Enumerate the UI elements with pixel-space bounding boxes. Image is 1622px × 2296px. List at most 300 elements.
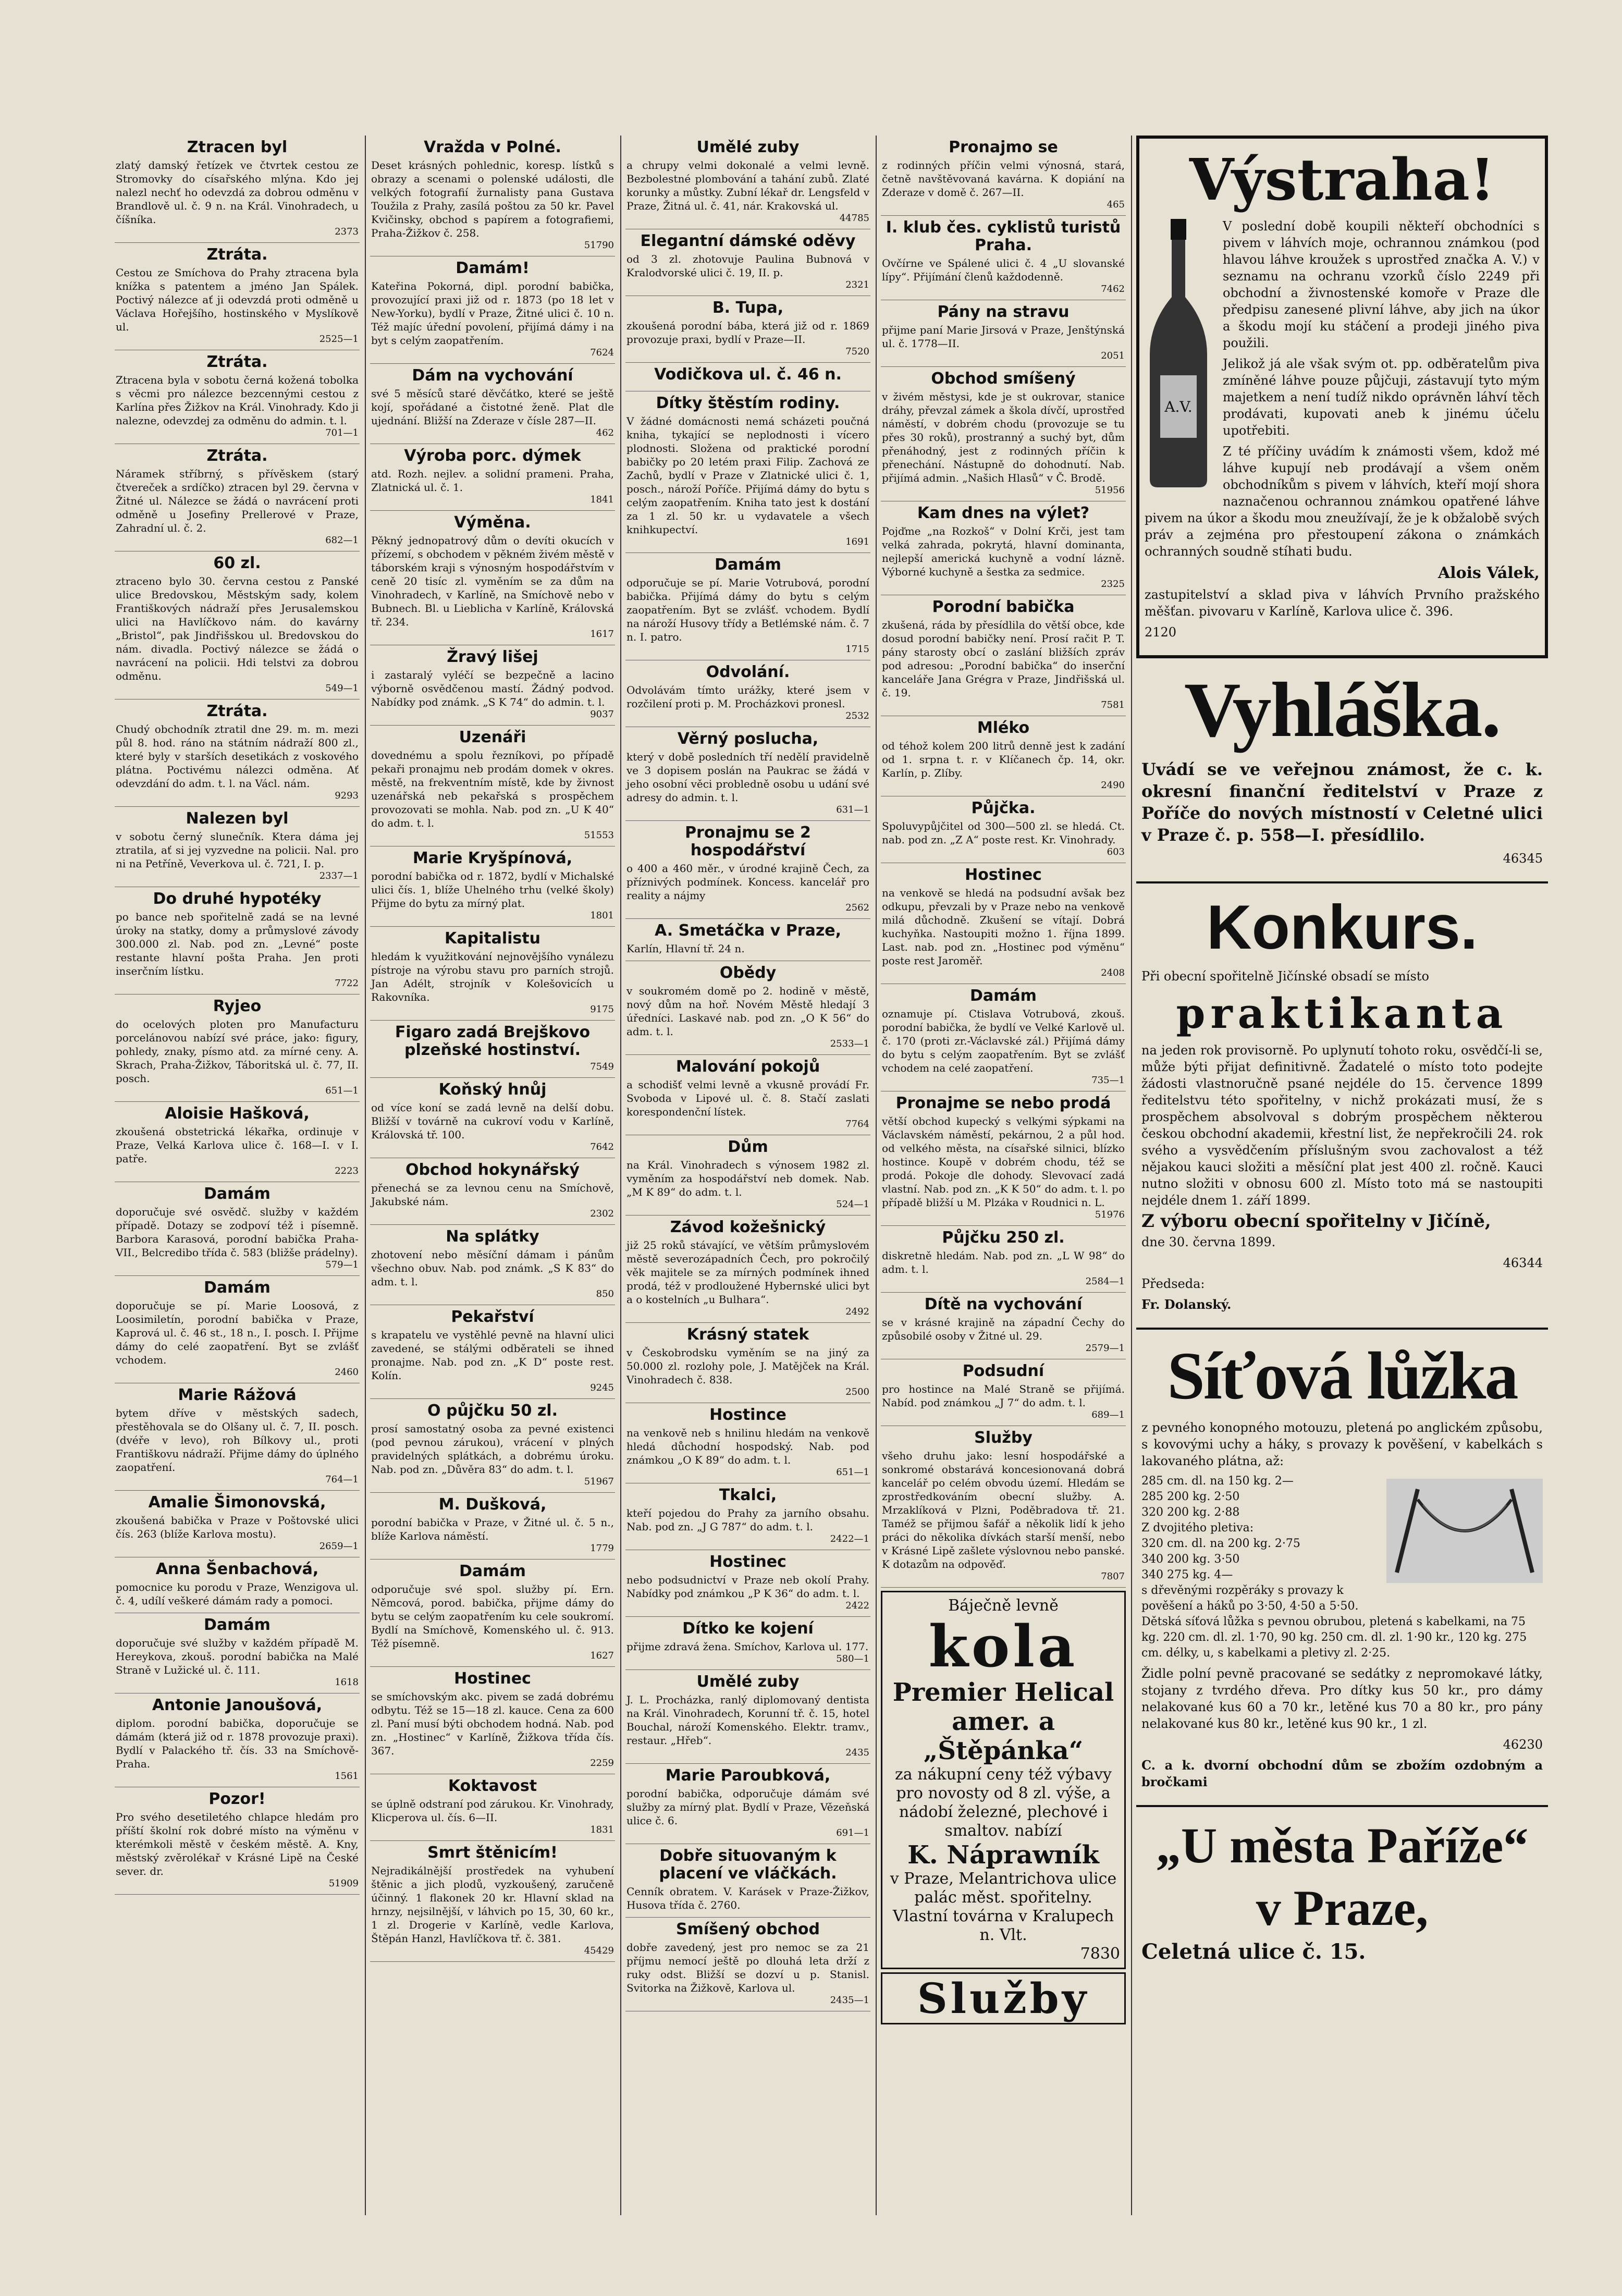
classified-ad — [625, 1403, 870, 1483]
ad-body: odporučuje se pí. Marie Votrubová, porodní babička. Přijímá dámy do bytu s celým zaopatřením. Byt se zvlášť. vchodem. Bydlí na nároží Husovy třídy a Betlémské nám. č. 7 n. I. patro. — [626, 576, 869, 643]
ad-number: 2435—1 — [830, 1995, 869, 2006]
ad-body: v sobotu černý slunečník. Ktera dáma jej ztratila, ať si jej vyzvedne na policii. Nal. pro ni na Petříně, Veverkova ul. č. 721, I. p. — [116, 830, 359, 870]
hammock-illustration — [1386, 1479, 1543, 1583]
ad-number: 462 — [596, 427, 614, 438]
classified-ad — [115, 1383, 360, 1491]
konkurs-number: 46344 — [1503, 1256, 1543, 1270]
classified-ad — [115, 243, 360, 350]
ad-heading: Tkalci, — [719, 1486, 777, 1504]
ad-body: kteří pojedou do Prahy za jarního obsahu. Nab. pod zn. „J G 787“ do adm. t. l. — [626, 1507, 869, 1533]
classified-ad — [115, 1557, 360, 1613]
ad-heading: Obchod smíšený — [931, 370, 1076, 388]
ad-heading: Kapitalistu — [445, 929, 540, 948]
classified-ad — [625, 1918, 870, 2011]
classified-ad — [881, 796, 1126, 863]
classified-ad — [115, 994, 360, 1102]
ad-heading: Vražda v Polné. — [424, 138, 561, 156]
ad-body: V žádné domácnosti nemá scházeti poučná kniha, tykající se neplodnosti i vícero plodnosti. Složena od praktické porodní babičky po 20 letém praxi Filip. Zachová ze Zachů, bydlí v Praze v Zlatnické ulici č. 1, posch., nároží Poříče. Přijímá dámy do bytu s celým zaopatřením. Kniha tato jest k dostání za 1 zl. 50 kr. u vydavatele a všech knihkupectví. — [626, 415, 869, 536]
ad-number: 2422—1 — [830, 1533, 869, 1544]
ad-body: Deset krásných pohlednic, koresp. lístků s obrazy a scenami o polenské události, dle velkých fotografií žurnalisty pana Gustava Toužila z Prahy, zasílá poštou za 50 kr. Pavel Kvičinsky, obchod s papírem a fotografiemi, Praha-Žižkov č. 258. — [371, 159, 614, 239]
ad-body: Pojďme „na Rozkoš“ v Dolní Krči, jest tam velká zahrada, pokrytá, hlavní dominanta, nejlepší americká kuchyně a vodní lázně. Výborné kuchyně a šestka za sedmice. — [882, 525, 1125, 578]
ad-heading: Damám — [204, 1616, 271, 1634]
classified-ad — [625, 391, 870, 553]
classified-ad — [625, 1617, 870, 1670]
ad-number: 7462 — [1101, 284, 1125, 294]
ad-body: Cenník obratem. V. Karásek v Praze-Žižkov, Husova třída č. 2760. — [626, 1885, 869, 1911]
kola-advert — [881, 1591, 1126, 1969]
ad-heading: Žravý lišej — [447, 648, 538, 666]
ad-number: 689—1 — [1091, 1409, 1125, 1420]
ad-number: 1617 — [590, 629, 614, 640]
classified-ad — [115, 551, 360, 699]
vystraha-signature: Alois Válek, — [1437, 564, 1540, 582]
ad-number: 580—1 — [836, 1653, 869, 1664]
classified-ad — [115, 1613, 360, 1693]
classified-ad — [115, 807, 360, 887]
ad-body: dobře zavedený, jest pro nemoc se za 21 příjmu nemocí ještě po dlouhá leta drží z ruky odst. Bližší se dozví u p. Stanisl. Svitorka na Žižkově, Karlova ul. — [626, 1941, 869, 1994]
ad-body: přijme paní Marie Jirsová v Praze, Jenštýnská ul. č. 1778—II. — [882, 324, 1125, 350]
ad-number: 2223 — [335, 1165, 359, 1176]
classified-ad — [370, 846, 615, 927]
ad-body: porodní babička od r. 1872, bydlí v Michalské ulici čís. 1, blíže Uhelného trhu (velké školy) Přijme do bytu za mírný plat. — [371, 870, 614, 910]
ad-body: doporučuje své služby v každém případě M. Hereykova, zkouš. porodní babička na Malé Straně v Lužické ul. č. 111. — [116, 1637, 359, 1676]
ad-heading: Pozor! — [208, 1790, 266, 1808]
hammock-price-line: 285 200 kg. 2·50 — [1141, 1490, 1240, 1503]
classified-ad — [625, 1055, 870, 1135]
konkurs-position: praktikanta — [1176, 989, 1508, 1038]
ad-heading: B. Tupa, — [712, 299, 784, 317]
ad-heading: Do druhé hypotéky — [153, 890, 322, 908]
konkurs-body: na jeden rok provisorně. Po uplynutí tohoto roku, osvědčí-li se, může býti přijat definitivně. Žadatelé o místo toto podejte žádosti vlastnoručně psané nejdéle do 15. července 1899 ředitelstvu této spořitelny, v nichž prokázati musí, že s prospěchem absolvoval s dobrým prospěchem některou českou obchodní akademii, křestní list, že nepřekročili 24. rok svého a vysvědčením příslušným svou zachovalost a též nějakou kauci složiti a měsíční plat jest 400 zl. ročně. Kauci nutno složiti v obnosu 600 zl. Místo toto má se nastoupiti nejdéle dnem 1. září 1899. — [1141, 1043, 1543, 1208]
ad-heading: Hostinec — [965, 866, 1042, 884]
ad-heading: Hostinec — [709, 1553, 787, 1571]
ad-body: od téhož kolem 200 litrů denně jest k zadání od 1. srpna t. r. v Klíčanech čp. 14, okr. Karlín, p. Zlíby. — [882, 740, 1125, 779]
ad-heading: Věrný poslucha, — [677, 730, 819, 748]
ad-number: 2373 — [335, 226, 359, 237]
ad-number: 2408 — [1101, 967, 1125, 978]
vyhlaska-body: Uvádí se ve veřejnou známost, že c. k. okresní finanční ředitelství v Praze z Poříče do nových místností v Celetné ulici v Praze č. p. 558—I. přesídlilo. — [1141, 759, 1543, 845]
ad-number: 2460 — [335, 1367, 359, 1378]
ad-body: od více koní se zadá levně na delší dobu. Bližší v továrně na cukroví vodu v Karlíně, Královská tř. 100. — [371, 1101, 614, 1141]
ad-number: 2492 — [845, 1306, 869, 1317]
ad-heading: Hostince — [709, 1406, 787, 1424]
classified-ad — [115, 444, 360, 551]
ad-number: 9037 — [590, 709, 614, 720]
ad-heading: Půjčka. — [971, 799, 1036, 817]
ad-body: z rodinných příčin velmi výnosná, stará, četně navštěvovaná kavárna. K dopiání na Zderaze v domě č. 267—II. — [882, 159, 1125, 199]
ad-number: 7764 — [845, 1119, 869, 1129]
ad-number: 2435 — [845, 1747, 869, 1758]
ad-body: diplom. porodní babička, doporučuje se dámám (která již od r. 1878 provozuje praxi). Bydlí v Palackého tř. čís. 33 na Smíchově-Praha. — [116, 1717, 359, 1770]
konkurs-line-1: Při obecní spořitelně Jičínské obsadí se místo — [1141, 969, 1429, 984]
ad-heading: Půjčku 250 zl. — [942, 1229, 1065, 1247]
ad-body: se smíchovským akc. pivem se zadá dobrému odbytu. Též se 15—18 zl. kauce. Cena za 600 zl. Paní musí býti obchodem hodná. Nab. pod zn. „Hostinec“ v Karlíně, Žižkova třída čís. 367. — [371, 1690, 614, 1757]
ad-body: Odvolávám tímto urážky, které jsem v rozčilení proti p. M. Procházkovi pronesl. — [626, 684, 869, 710]
classified-ad — [115, 1276, 360, 1383]
ad-heading: Amalie Šimonovská, — [148, 1493, 326, 1512]
ad-heading: Dítky štěstím rodiny. — [656, 394, 840, 412]
classified-ad — [370, 136, 615, 256]
column-2 — [370, 136, 615, 1962]
ad-heading: Koňský hnůj — [438, 1081, 547, 1099]
classified-ad — [370, 645, 615, 726]
ad-number: 7520 — [845, 346, 869, 357]
ad-number: 2325 — [1101, 579, 1125, 590]
svg-text:A.V.: A.V. — [1164, 398, 1193, 415]
ad-body: i zastaralý vyléčí se bezpečně a lacino výborně osvědčenou mastí. Žádný podvod. Nabídky pod známk. „S K 74“ do admin. t. l. — [371, 669, 614, 708]
ad-body: Náramek stříbrný, s přívěskem (starý čtvereček a srdíčko) ztracen byl 29. června v Žitné ul. Nálezce se žádá o navrácení proti odměně u Josefiny Prellerové v Praze, Zahradní ul. č. 2. — [116, 468, 359, 534]
classified-ad — [370, 726, 615, 846]
classified-ad — [115, 136, 360, 243]
kola-address: v Praze, Melantrichova ulice palác měst. spořitelny. Vlastní továrna v Kralupech n. Vlt. — [890, 1870, 1117, 1944]
kola-title: kola — [928, 1613, 1078, 1680]
hammock-price-line: 340 200 kg. 3·50 — [1141, 1553, 1240, 1566]
classified-ad — [625, 1670, 870, 1764]
classified-ad — [625, 1215, 870, 1323]
kola-number: 7830 — [1080, 1945, 1120, 1963]
ad-body: Kateřina Pokorná, dipl. porodní babička, provozující praxi již od r. 1873 (po 18 let v New-Yorku), bydlí v Praze, Žitné ulici č. 10 n. Též majíc úřední povolení, přijímá dámy i na byt s celým zaopatřením. — [371, 280, 614, 347]
ad-body: atd. Rozh. nejlev. a solidní prameni. Praha, Zlatnická ul. č. 1. — [371, 468, 614, 494]
vystraha-signature-detail: zastupitelství a sklad piva v láhvích Prvního pražského měšťan. pivovaru v Karlíně, Karlova ulice č. 396. — [1145, 587, 1540, 619]
kola-brand: Premier Helical — [892, 1678, 1114, 1707]
ad-heading: Na splátky — [446, 1227, 539, 1246]
ad-heading: Krásný statek — [686, 1325, 809, 1344]
hammock-price-line: 340 275 kg. 4— — [1141, 1568, 1233, 1581]
ad-heading: Damám — [204, 1279, 271, 1297]
ad-number: 44785 — [839, 213, 869, 224]
ad-number: 579—1 — [325, 1259, 359, 1270]
hammock-price-line: 320 200 kg. 2·88 — [1141, 1506, 1240, 1519]
sluzby-heading: Služby — [881, 1972, 1126, 2024]
paris-address: Celetná ulice č. 15. — [1141, 1939, 1366, 1964]
ad-body: který v době posledních tří nedělí pravidelně ve 3 dopisem poslán na Paukrac se žádá v jeho osobní věci probledně osobu u udání své adresy do admin. t. l. — [626, 751, 869, 804]
ad-number: 1627 — [590, 1650, 614, 1661]
ad-body: porodní babička, odporučuje dámám své služby za mírný plat. Bydlí v Praze, Vězeňská ulice č. 6. — [626, 1787, 869, 1827]
konkurs-advert — [1136, 883, 1548, 1330]
ad-number: 631—1 — [836, 804, 869, 815]
ad-number: 1561 — [335, 1771, 359, 1782]
ad-heading: Umělé zuby — [696, 1673, 800, 1691]
ad-number: 2659—1 — [319, 1541, 359, 1552]
ad-number: 2051 — [1101, 350, 1125, 361]
classified-ad — [625, 363, 870, 391]
ad-heading: Odvolání. — [706, 663, 790, 681]
classified-ad — [370, 1667, 615, 1774]
ad-heading: Pekařství — [451, 1308, 534, 1326]
ad-body: na Král. Vinohradech s výnosem 1982 zl. vyměním za hospodářství neb domek. Nab. „M K 89“ do adm. t. l. — [626, 1159, 869, 1198]
classified-ad — [625, 1323, 870, 1403]
classified-ad — [625, 1764, 870, 1844]
classified-ad — [881, 595, 1126, 716]
ad-body: přijme zdravá žena. Smíchov, Karlova ul. 177. — [626, 1640, 869, 1653]
vystraha-body-3: Z té příčiny uvádím k známosti všem, kdož mé láhve kupují neb prodávají a všem oněm obchodníkům s pivem v láhvích, kteří mojí shora naznačenou ochrannou známkou opatřené láhve pivem na úkor a škodu mou zneužívají, že je k obžalobě svých práv a zejména pro přestoupení zákona o známkách ochranných soudně stíhati budu. — [1145, 444, 1540, 559]
ad-number: 2533—1 — [830, 1038, 869, 1049]
ad-heading: Marie Paroubková, — [665, 1766, 831, 1785]
ad-body: v soukromém domě po 2. hodině v městě, nový dům na hoř. Novém Městě hledají 3 úředníci. Laskavé nab. pod zn. „O K 56“ do adm. t. l. — [626, 985, 869, 1038]
ad-number: 465 — [1107, 199, 1125, 210]
ad-number: 2259 — [590, 1758, 614, 1769]
classified-ad — [881, 1426, 1126, 1588]
ad-heading: Dobře situovaným k placení ve vláčkách. — [659, 1847, 837, 1883]
ad-body: zkoušená babička v Praze v Poštovské ulici čís. 263 (blíže Karlova mostu). — [116, 1514, 359, 1540]
ad-number: 1801 — [590, 910, 614, 921]
ad-heading: Ryjeo — [213, 997, 262, 1015]
ad-heading: Pány na stravu — [937, 303, 1070, 321]
ad-number: 682—1 — [325, 535, 359, 546]
konkurs-issuer: Z výboru obecní spořitelny v Jičíně, — [1141, 1211, 1491, 1232]
classified-ad — [115, 350, 360, 444]
ad-body: a chrupy velmi dokonalé a velmi levně. Bezbolestné plombování a tahání zubů. Zlaté korunky a můstky. Zubní lékař dr. Lengsfeld v Praze, Žitná ul. č. 41, nár. Krakovská ul. — [626, 159, 869, 212]
ad-heading: Ztráta. — [206, 353, 268, 371]
ad-body: Karlín, Hlavní tř. 24 n. — [626, 942, 745, 955]
vystraha-advert — [1136, 136, 1548, 658]
ad-body: Ovčírne ve Spálené ulici č. 4 „U slovanské lípy“. Přijímání členů každodenně. — [882, 257, 1125, 283]
ad-number: 2500 — [845, 1386, 869, 1397]
hammock-price-line: Dětská síťová lůžka s pevnou obrubou, pletená s kabelkami, na 75 kg. 220 cm. dl. zl. 1·70, 90 kg. 250 cm. dl. zl. 1·90 kr., 120 kg. 275 cm. délky, u, s kabelkami a pletivy zl. 2·25. — [1141, 1615, 1527, 1660]
classified-ad — [625, 296, 870, 363]
ad-number: 51790 — [584, 240, 614, 251]
classified-ad — [370, 256, 615, 364]
classified-ad — [625, 919, 870, 961]
ad-body: Ztracena byla v sobotu černá kožená tobolka s věcmi pro nálezce bezcennými cestou z Karlína přes Žižkov na Král. Vinohrady. Kdo ji nalezne, odevzdej za odměnu do admin. t. l. — [116, 374, 359, 427]
ad-body: hledám k využitkování nejnovějšího vynálezu pístroje na výrobu stavu pro parních strojů. Jan Adélt, strojník v Kolešovicích u Rakovníka. — [371, 950, 614, 1003]
ad-number: 9175 — [590, 1004, 614, 1015]
hammock-price-line: 285 cm. dl. na 150 kg. 2— — [1141, 1475, 1294, 1488]
classified-ad — [370, 444, 615, 511]
ad-heading: Ztráta. — [206, 447, 268, 465]
sitova-number: 46230 — [1503, 1737, 1543, 1752]
ad-heading: Mléko — [977, 719, 1030, 737]
ad-heading: Dům — [728, 1138, 768, 1156]
classified-ad — [625, 553, 870, 660]
classified-ad — [881, 1091, 1126, 1226]
ad-heading: Ztráta. — [206, 245, 268, 264]
ad-body: po bance neb spořitelně zadá se na levné úroky na statky, domy a průmyslové závody 300.000 zl. Nab. pod zn. „Levné“ poste restante hlavní pošta Praha. Jen proti inserčním lístku. — [116, 911, 359, 977]
classified-ad — [881, 367, 1126, 501]
ad-heading: Výroba porc. dýmek — [404, 447, 581, 465]
ad-heading: I. klub čes. cyklistů turistů Praha. — [886, 218, 1121, 254]
classified-ad — [115, 1787, 360, 1895]
classified-ad — [370, 927, 615, 1021]
ad-heading: Smrt štěnicím! — [427, 1844, 558, 1862]
ad-body: Nejradikálnější prostředek na vyhubení štěnic a jich plodů, vyzkoušený, zaručeně účinný. 1 flakonek 20 kr. Hlavní sklad na hrnzy, nejsilnější, v láhvich po 15, 30, 60 kr., 1 zl. Drogerie v Karlíně, vedle Karlova, Štěpán Hanzl, Havlíčkova tř. č. 381. — [371, 1864, 614, 1945]
ad-heading: M. Dušková, — [438, 1495, 547, 1514]
classified-ad — [115, 699, 360, 807]
ad-heading: Ztracen byl — [187, 138, 288, 156]
ad-number: 2422 — [845, 1600, 869, 1611]
ad-body: do ocelových ploten pro Manufacturu porcelánovou nabízí své práce, jako: figury, pohledy, znaky, písmo atd. za mírné ceny. A. Skrach, Praha-Žižkov, Táboritská ul. č. 77, II. posch. — [116, 1018, 359, 1085]
ad-body: od 3 zl. zhotovuje Paulina Bubnová v Kralodvorské ulici č. 19, II. p. — [626, 253, 869, 279]
ad-heading: Koktavost — [448, 1777, 537, 1795]
vyhlaska-number: 46345 — [1503, 851, 1543, 866]
ad-heading: Dítě na vychování — [924, 1295, 1083, 1313]
ad-number: 2562 — [845, 902, 869, 913]
ad-heading: Porodní babička — [932, 598, 1075, 616]
ad-heading: Antonie Janoušová, — [152, 1696, 323, 1714]
ad-body: Pěkný jednopatrový dům o devíti okucích v přízemí, s obchodem v pěkném živém městě v táborském kraji s výnosným hospodářstvím v ceně 20 tisíc zl. vyměním se za dům na Vinohradech, v Karlíně, na Smíchově nebo v Bubnech. Bl. u Lieblicha v Karlíně, Královská tř. 234. — [371, 534, 614, 628]
ad-heading: A. Smetáčka v Praze, — [654, 922, 842, 940]
classified-ad — [881, 136, 1126, 216]
ad-body: se úplně odstraní pod zárukou. Kr. Vinohrady, Klicperova ul. čís. 6—II. — [371, 1798, 614, 1824]
ad-body: dovednému a spolu řezníkovi, po případě pekaři pronajmu neb prodám domek v okres. městě, na frekventním místě, kde by živnost uzenářská neb pekařská s prospěchem provozovati se mohla. Nab. pod zn. „U K 40“ do adm. t. l. — [371, 749, 614, 829]
classified-ad — [625, 229, 870, 296]
ad-number: 2525—1 — [319, 334, 359, 345]
ad-body: o 400 a 460 měr., v úrodné krajině Čech, za příznivých podmínek. Koncess. kancelář pro reality a nájmy — [626, 862, 869, 902]
ad-heading: 60 zl. — [213, 554, 261, 572]
paris-title: „U města Paříže“ v Praze, — [1156, 1818, 1529, 1936]
ad-heading: Závod kožešnický — [670, 1218, 826, 1236]
classified-ad — [625, 1550, 870, 1617]
ad-body: zkušená, ráda by přesídlila do větší obce, kde dosud porodní babičky není. Prosí račit P. T. pány starosty obcí o zaslání bližších zpráv pod adresou: „Porodní babička“ do inserční kanceláře Jana Grégra v Praze, Jindřišská ul. č. 19. — [882, 619, 1125, 699]
ad-heading: Dám na vychování — [412, 366, 573, 385]
ad-number: 2584—1 — [1085, 1276, 1125, 1287]
ad-number: 1779 — [590, 1543, 614, 1554]
vystraha-number: 2120 — [1145, 625, 1177, 640]
ad-number: 7807 — [1101, 1571, 1125, 1582]
column-rule — [1131, 136, 1132, 2215]
ad-heading: Marie Kryšpínová, — [412, 849, 573, 867]
ad-heading: Damám — [204, 1185, 271, 1203]
ad-heading: Damám — [715, 556, 781, 574]
bottle-illustration — [1145, 219, 1212, 490]
classified-ad — [370, 364, 615, 444]
ad-body: prosí samostatný osoba za pevné existenci (pod pevnou zárukou), vrácení v plných pravidelných splátkách, a dobrému úroku. Nab. pod zn. „Důvěra 83“ do adm. t. l. — [371, 1422, 614, 1476]
ad-body: Spoluvypůjčitel od 300—500 zl. se hledá. Ct. nab. pod zn. „Z A“ poste rest. Kr. Vinohrady. — [882, 820, 1125, 846]
classified-ad — [625, 1844, 870, 1918]
konkurs-chair-name: Fr. Dolanský. — [1141, 1297, 1232, 1312]
sitova-footer: C. a k. dvorní obchodní dům se zbožím ozdobným a bročkami — [1141, 1758, 1543, 1789]
ad-number: 651—1 — [325, 1085, 359, 1096]
ad-number: 603 — [1107, 846, 1125, 857]
classified-ad — [370, 1305, 615, 1399]
ad-body: všeho druhu jako: lesní hospodářské a sonkromé obstarává koncesionovaná dobrá kancelář po celém obvodu území. Hledám se zprostředkováním obecní služby. A. Mrzaklíková v Plzni, Poděbradova tř. 21. Taméž se přijmou šafář a několik lidí k jeho práci do několika dívkách starší menší, nebo v Krásné Lipě zašlete výslovnou nebo panské. K dotazům na odpověď. — [882, 1450, 1125, 1570]
ad-number: 549—1 — [325, 683, 359, 694]
u-mesta-parize-advert — [1136, 1807, 1548, 1975]
classified-ad — [881, 984, 1126, 1091]
ad-body: zkoušená porodní bába, která již od r. 1869 provozuje praxi, bydlí v Praze—II. — [626, 320, 869, 346]
hammock-price-line: s dřevěnými rozpěráky s provazy k pověšení a háků po 3·50, 4·50 a 5·50. — [1141, 1584, 1359, 1613]
vyhlaska-title: Vyhláška. — [1184, 667, 1500, 753]
ad-number: 7581 — [1101, 699, 1125, 710]
ad-heading: Hostinec — [454, 1669, 531, 1688]
kola-tagline: Báječně levně — [948, 1597, 1059, 1615]
classified-ad — [370, 1021, 615, 1078]
ad-heading: Pronajmo se — [949, 138, 1058, 156]
ad-number: 51956 — [1095, 485, 1125, 496]
ad-body: diskretně hledám. Nab. pod zn. „L W 98“ do adm. t. l. — [882, 1249, 1125, 1275]
kola-brand-2: amer. a „Štěpánka“ — [923, 1707, 1084, 1765]
hammock-price-line: Z dvojitého pletiva: — [1141, 1521, 1254, 1534]
ad-body: ztraceno bylo 30. června cestou z Panské ulice Bredovskou, Městským sady, kolem Františkových nádraží přes Jerusalemskou ulici na Havlíčkovo nám. do kavárny „Bristol“, pak Jindřišskou ul. Bredovskou do nám. divadla. Poctivý nálezce se žádá o navrácení na policii. Hdi telstvi za dobrou odměnu. — [116, 575, 359, 682]
ad-body: své 5 měsíců staré děvčátko, které se ještě kojí, spořádané a čistotné ženě. Plat dle ujednání. Bližší na Zderaze v čísle 287—II. — [371, 387, 614, 427]
vystraha-title: Výstraha! — [1189, 146, 1495, 213]
classified-ad — [625, 1483, 870, 1550]
column-3 — [625, 136, 870, 2011]
ad-number: 2490 — [1101, 780, 1125, 791]
ad-heading: Obědy — [719, 964, 777, 982]
classified-ad — [115, 1102, 360, 1182]
ad-heading: Vodičkova ul. č. 46 n. — [654, 365, 842, 384]
ad-body: s krapatelu ve vystěhlé pevně na hlavní ulici zavedené, se stálými odběrateli se ihned pronajme. Nab. pod zn. „K D“ poste rest. Kolín. — [371, 1329, 614, 1382]
ad-number: 7624 — [590, 347, 614, 358]
vystraha-body-2: Jelikož já ale však svým ot. pp. odběratelům piva zmíněné láhve pouze půjčuji, zástavují tyto mým majetkem a není tudíž nikdo oprávněn láhví těch prodávati, kupovati aneb k jinému účelu upotřebiti. — [1223, 357, 1540, 438]
column-1 — [115, 136, 360, 1895]
classified-ad — [370, 1493, 615, 1560]
ad-number: 524—1 — [836, 1199, 869, 1210]
ad-heading: Elegantní dámské oděvy — [640, 232, 856, 250]
ad-body: Pro svého desetiletého chlapce hledám pro příští školní rok dobré místo na výměnu v kterémkoli městě v českém městě. A. Kny, městský zvěrolékař v Krásné Lipě na České sever. dr. — [116, 1811, 359, 1877]
ad-heading: Pronajme se nebo prodá — [895, 1094, 1111, 1112]
ad-body: přenechá se za levnou cenu na Smíchově, Jakubské nám. — [371, 1182, 614, 1208]
classified-ad — [881, 501, 1126, 595]
ad-number: 2337—1 — [319, 870, 359, 881]
ad-body: zhotovení nebo měsíční dámam i pánům všechno obuv. Nab. pod známk. „S K 83“ do adm. t. l. — [371, 1248, 614, 1288]
classified-ad — [115, 887, 360, 994]
ad-body: se v krásné krajině na západní Čechy do způsobilé osoby v Žitné ul. 29. — [882, 1316, 1125, 1342]
ad-body: na venkově neb s hnilinu hledám na venkově hledá důchodní hospodský. Nab. pod známkou „O K 89“ do adm. t. l. — [626, 1427, 869, 1466]
ad-number: 51976 — [1095, 1209, 1125, 1220]
ad-heading: Marie Rážová — [178, 1386, 297, 1404]
ad-body: Chudý obchodník ztratil dne 29. m. m. mezi půl 8. hod. ráno na státním nádraží 800 zl., které byly v starších desetikách z voskového plátna. Poctivému nálezci odměna. Ať odevzdání do adm. t. l. na Václ. nám. — [116, 723, 359, 790]
classified-ad — [881, 1359, 1126, 1426]
ad-heading: Malování pokojů — [675, 1058, 820, 1076]
ad-body: nebo podsudnictví v Praze neb okolí Prahy. Nabídky pod známkou „P K 36“ do adm. t. l. — [626, 1574, 869, 1600]
classified-ad — [370, 1399, 615, 1493]
ad-number: 7549 — [590, 1061, 614, 1072]
ad-number: 2532 — [845, 710, 869, 721]
ad-body: pomocnice ku porodu v Praze, Wenzigova ul. č. 4, udílí veškeré dámám rady a pomoci. — [116, 1581, 359, 1607]
ad-number: 764—1 — [325, 1474, 359, 1485]
ad-body: Cestou ze Smíchova do Prahy ztracena byla knížka s patentem a jméno Jan Spálek. Poctivý nálezce ať ji odevzdá proti odměně u Václava Hořejšího, hostinského v Myslíkově ul. — [116, 266, 359, 333]
sitova-luzka-advert — [1136, 1330, 1548, 1807]
ad-number: 51909 — [328, 1878, 359, 1889]
classified-ad — [881, 716, 1126, 796]
ad-heading: Aloisie Hašková, — [165, 1104, 310, 1123]
newspaper-page — [78, 104, 1548, 2231]
ad-heading: Figaro zadá Brejškovo plzeňské hostinství. — [395, 1023, 591, 1059]
ad-heading: Uzenáři — [459, 728, 526, 746]
ad-number: 735—1 — [1091, 1075, 1125, 1086]
ad-body: oznamuje pí. Ctislava Votrubová, zkouš. porodní babička, že bydlí ve Velké Karlově ul. č. 170 (proti zr.-Václavské zál.) Přijímá dámy do bytu s celým zaopatřením. Byt se zvlášť vchodem na celé zaopatření. — [882, 1008, 1125, 1074]
konkurs-title: Konkurs. — [1206, 892, 1478, 962]
classified-ad — [370, 1774, 615, 1841]
sitova-chairs: Židle polní pevně pracované se sedátky z nepromokavé látky, stojany z tvrdého dřeva. Pro dítky kus 50 kr., pro dámy nelakované kus 60 a 70 kr., letěné kus 70 a 80 kr., pro pány nelakované kus 80 kr., letěné kus 90 kr., 1 zl. — [1141, 1666, 1543, 1731]
ad-number: 2321 — [845, 279, 869, 290]
classified-ad — [625, 660, 870, 727]
classified-ad — [370, 1078, 615, 1158]
ad-body: bytem dříve v městských sadech, přestěhovala se do Olšany ul. č. 7, II. posch. (dvéře v levo), roh Bílkovy ul., proti Františkovu nádraží. Přijme dámy do úplného zaopatření. — [116, 1407, 359, 1474]
ad-number: 51553 — [584, 830, 614, 841]
column-4 — [881, 136, 1126, 2028]
classified-ad — [881, 1226, 1126, 1293]
ad-number: 45429 — [584, 1945, 614, 1956]
ad-number: 1831 — [590, 1824, 614, 1835]
ad-body: v Českobrodsku vyměním se na jiný za 50.000 zl. rozlohy pole, J. Matějček na Král. Vinohradech č. 838. — [626, 1346, 869, 1386]
ad-number: 7642 — [590, 1141, 614, 1152]
display-ads-column — [1136, 136, 1548, 1975]
konkurs-chair-label: Předseda: — [1141, 1276, 1205, 1291]
ad-heading: Kam dnes na výlet? — [917, 504, 1090, 522]
ad-heading: Pronajmu se 2 hospodářství — [685, 824, 811, 860]
hammock-price-line: 320 cm. dl. na 200 kg. 2·75 — [1141, 1537, 1300, 1550]
ad-number: 7722 — [335, 978, 359, 989]
ad-body: doporučuje své osvědč. služby v každém případě. Dotazy se zodpoví též i písemně. Barbora Karasová, porodní babička Praha-VII., Belcredibo třída č. 583 (bližše prádelny). — [116, 1206, 359, 1259]
classified-ad — [370, 1225, 615, 1305]
ad-heading: Dítko ke kojení — [682, 1619, 814, 1638]
ad-number: 9293 — [335, 790, 359, 801]
ad-number: 1618 — [335, 1677, 359, 1688]
ad-body: a schodišť velmi levně a vkusně provádí Fr. Svoboda v Lipové ul. č. 8. Stačí zaslati korespondenční lístek. — [626, 1078, 869, 1118]
